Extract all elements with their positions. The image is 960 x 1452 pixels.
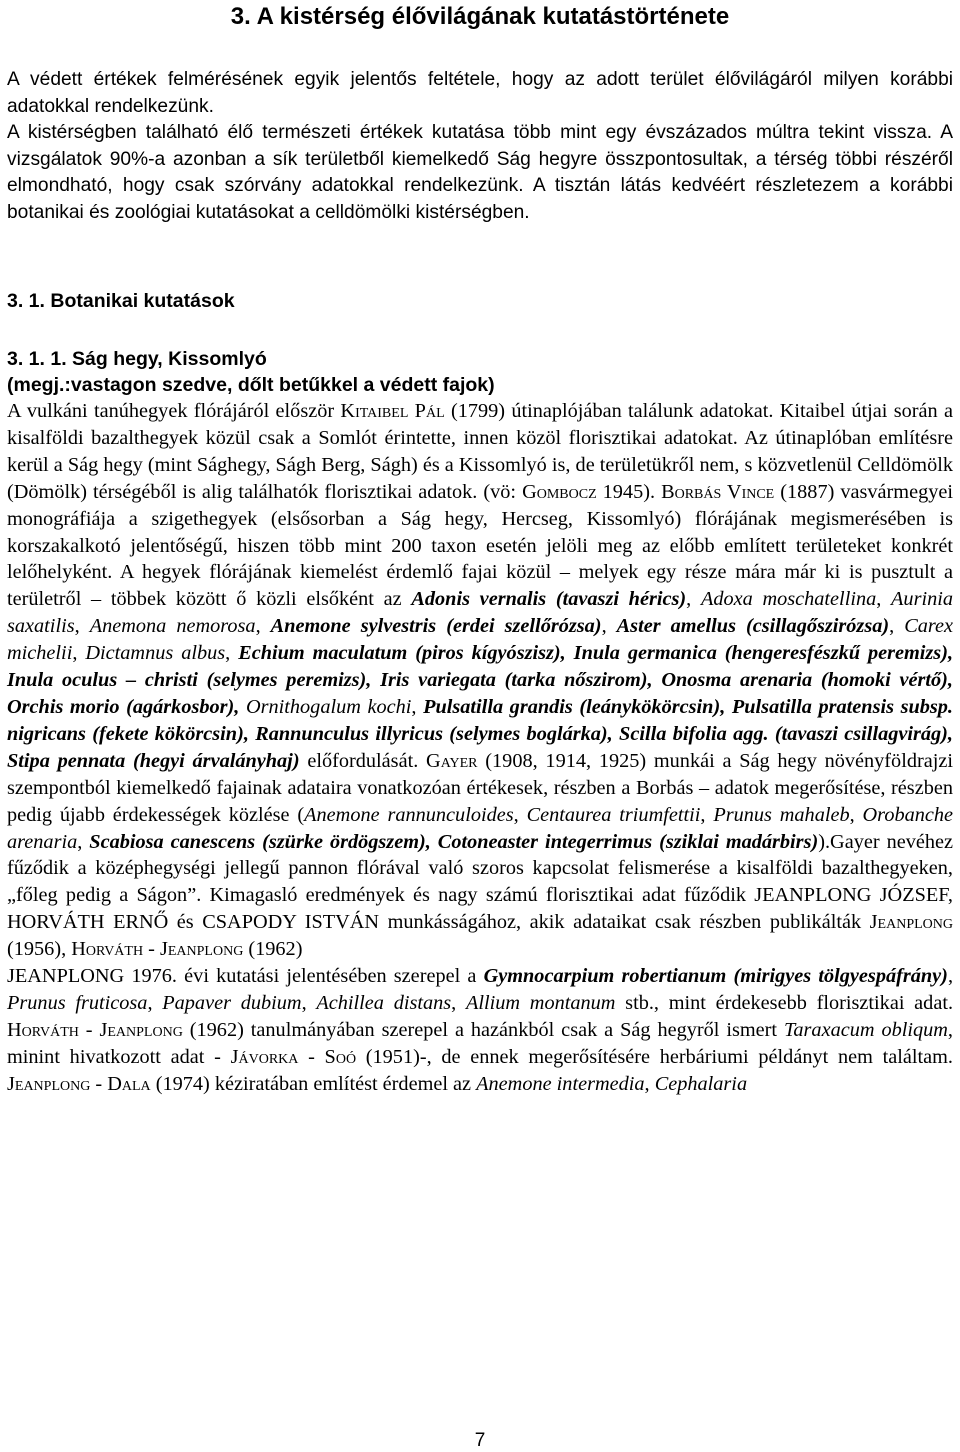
text-run: , (889, 615, 905, 638)
protected-species: Pulsatilla grandis (leánykökörcsin), Pulsatilla pratensis subsp. nigricans (fekete kökörcsin), Rannunculus illyricus (selymes boglárka), Scilla bifolia agg. (tavaszi csillagvirág), Stipa pennata (hegyi árvalányhaj) (7, 695, 953, 772)
text-run: előfordulását. (299, 749, 427, 772)
text-run: (1956), (7, 938, 72, 961)
species-name: Achillea distans (316, 991, 452, 1014)
text-run: ).Gayer nevéhez fűződik a középhegységi jellegű pannon flórával való szoros kapcsolat felismerése a kisalföldi bazalthegyeken, „főleg pedig a Ságon”. Kimagasló eredmények és nagy számú florisztikai adat fűződik JEANPLONG JÓZSEF, HORVÁTH ERNŐ és CSAPODY ISTVÁN munkásságához, akik adataikat csak részben publikálták (7, 830, 953, 934)
species-name: Dictamnus albus (85, 642, 226, 665)
text-run: , (147, 991, 163, 1014)
protected-species: Gymnocarpium robertianum (mirigyes tölgyespáfrány) (483, 965, 948, 988)
species-name: Prunus fruticosa (7, 991, 148, 1014)
text-run: , (849, 803, 863, 826)
text-run: (1974) kéziratában említést érdemel az (150, 1072, 477, 1095)
text-run: , (301, 991, 317, 1014)
text-run: , (947, 965, 954, 988)
protected-species: Scabiosa canescens (szürke ördögszem), Cotoneaster integerrimus (sziklai madárbirs) (89, 830, 819, 853)
protected-species: Adonis vernalis (tavaszi hérics) (411, 588, 687, 611)
protected-species: Anemone sylvestris (erdei szellőrózsa) (270, 615, 602, 638)
text-run: (1951)-, de ennek megerősítésére herbáriumi példányt nem találtam. (356, 1045, 953, 1068)
species-name: Cephalaria (654, 1072, 748, 1095)
species-name: Papaver dubium (162, 991, 302, 1014)
text-run: (1908, 1914, 1925) munkái a Ság hegy növényföldrajzi szempontból kiemelkedő fajainak adataira vonatkozóan értékesek, részben a Borbás – adatok megerősítése, részben pedig újabb érdekességek közlése ( (7, 749, 954, 826)
author-name: Jávorka - Soó (230, 1045, 357, 1068)
text-run: , (411, 695, 424, 718)
author-name: Horváth - Jeanplong (71, 938, 244, 961)
text-run: , (513, 803, 527, 826)
author-name: Borbás Vince (661, 480, 775, 503)
legend-note: (megj.:vastagon szedve, dőlt betűkkel a védett fajok) (7, 374, 495, 396)
text-run: , (72, 642, 86, 665)
species-name: Prunus mahaleb (713, 803, 850, 826)
text-run: , (700, 803, 714, 826)
text-run: , (451, 991, 466, 1014)
text-run: (1887) vasvármegyei monográfiája a szigethegyek (elsősorban a Ság hegy, Hercseg, Kissomlyó) flórájának megismerésében is korszakalkotó jelentőségű, hiszen több mint 200 taxon esetén jelöli meg az előbb említett területeket konkrét lelőhelyként. A hegyek flórájának kiemelést érdemlő fajai közül – melyek egy része mára már ki is pusztult a területről – többek között ő közli elsőként az (7, 480, 953, 611)
species-name: Orobanche arenaria (7, 803, 954, 853)
species-name: Anemona nemorosa (89, 615, 256, 638)
intro-sentence: A védett értékek felmérésének egyik jelentős feltétele, hogy az adott terület élővilágáról milyen korábbi adatokkal rendelkezünk. (7, 69, 953, 117)
body-paragraph-1 (7, 398, 953, 963)
protected-species: Aster amellus (csillagőszirózsa) (616, 615, 890, 638)
chapter-title: 3. A kistérség élővilágának kutatástörténete (230, 3, 730, 30)
intro-sentence: A vizsgálatok 90%-a azonban a sík területből kiemelkedő Ság hegyre összpontosultak, a térség többi részéről elmondható, hogy csak szórvány adatokkal rendelkezünk. (7, 122, 953, 196)
species-name: Adoxa moschatellina (700, 588, 877, 611)
species-name: Anemone rannunculoides (304, 803, 514, 826)
text-run: (1799) útinaplójában találunk adatokat. Kitaibel útjai során a kisalföldi bazalthegyek közül csak a Somlót érintette, innen közöl florisztikai adatokat. Az útinaplóban említésre kerül a Ság hegy (mint Sághegy, Ságh Berg, Ságh) és a Kissomlyó is, de területükről nem, s közvetlenül Celldömölk (Dömölk) térségéből is alig találhatók florisztikai adatok. (vö: (7, 400, 953, 503)
species-name: Ornithogalum kochi (245, 695, 412, 718)
subsection-heading: 3. 1. 1. Ság hegy, Kissomlyó (7, 348, 267, 370)
text-run: , minint hivatkozott adat - (7, 1018, 953, 1068)
text-run: , (876, 588, 892, 611)
author-name: Gayer (426, 749, 478, 772)
body-paragraph-2 (7, 963, 953, 1098)
species-name: Anemone intermedia (476, 1072, 645, 1095)
species-name: Centaurea triumfettii (526, 803, 701, 826)
text-run: (1962) tanulmányában szerepel a hazánkból csak a Ság hegyről ismert (182, 1018, 784, 1041)
text-run: stb., mint érdekesebb florisztikai adat. (615, 991, 954, 1014)
text-run: (1962) (243, 938, 303, 961)
species-name: Taraxacum obliqum (783, 1018, 948, 1041)
text-run: , (644, 1072, 655, 1095)
intro-sentence: A tisztán látás kedvéért részletezem a korábbi botanikai és zoológiai kutatásokat a celldömölki kistérségben. (7, 175, 953, 223)
text-run: , (686, 588, 701, 611)
species-name: Aurinia saxatilis (7, 588, 954, 638)
intro-sentence: A kistérségben található élő természeti értékek kutatása több mint egy évszázados múltra tekint vissza. (7, 122, 933, 143)
author-name: Horváth - Jeanplong (7, 1018, 183, 1041)
text-run: , (601, 615, 617, 638)
text-run: , (225, 642, 239, 665)
text-run: 1945). (596, 480, 662, 503)
text-run: A vulkáni tanúhegyek flórájáról először (7, 400, 341, 422)
species-name: Allium montanum (465, 991, 616, 1014)
protected-species: Echium maculatum (piros kígyószisz), Inula germanica (hengeresfészkű peremizs), Inula oculus – christi (selymes peremizs), Iris variegata (tarka nőszirom), Onosma arenaria (homoki vértő), Orchis morio (agárkosbor), (7, 642, 954, 718)
author-name: Jeanplong (869, 911, 953, 934)
species-name: Carex michelii (7, 615, 954, 665)
author-name: Jeanplong - Dala (7, 1072, 151, 1095)
author-name: Gombocz (522, 480, 597, 503)
text-run: , (255, 615, 271, 638)
text-run: JEANPLONG 1976. évi kutatási jelentésében szerepel a (7, 965, 484, 988)
text-run: , (77, 830, 90, 853)
text-run (239, 696, 246, 718)
section-heading: 3. 1. Botanikai kutatások (7, 290, 235, 312)
intro-paragraph (7, 67, 953, 226)
page-number: 7 (474, 1430, 486, 1451)
text-run: , (74, 615, 90, 638)
document-page (7, 0, 953, 1098)
author-name: Kitaibel Pál (340, 400, 445, 422)
